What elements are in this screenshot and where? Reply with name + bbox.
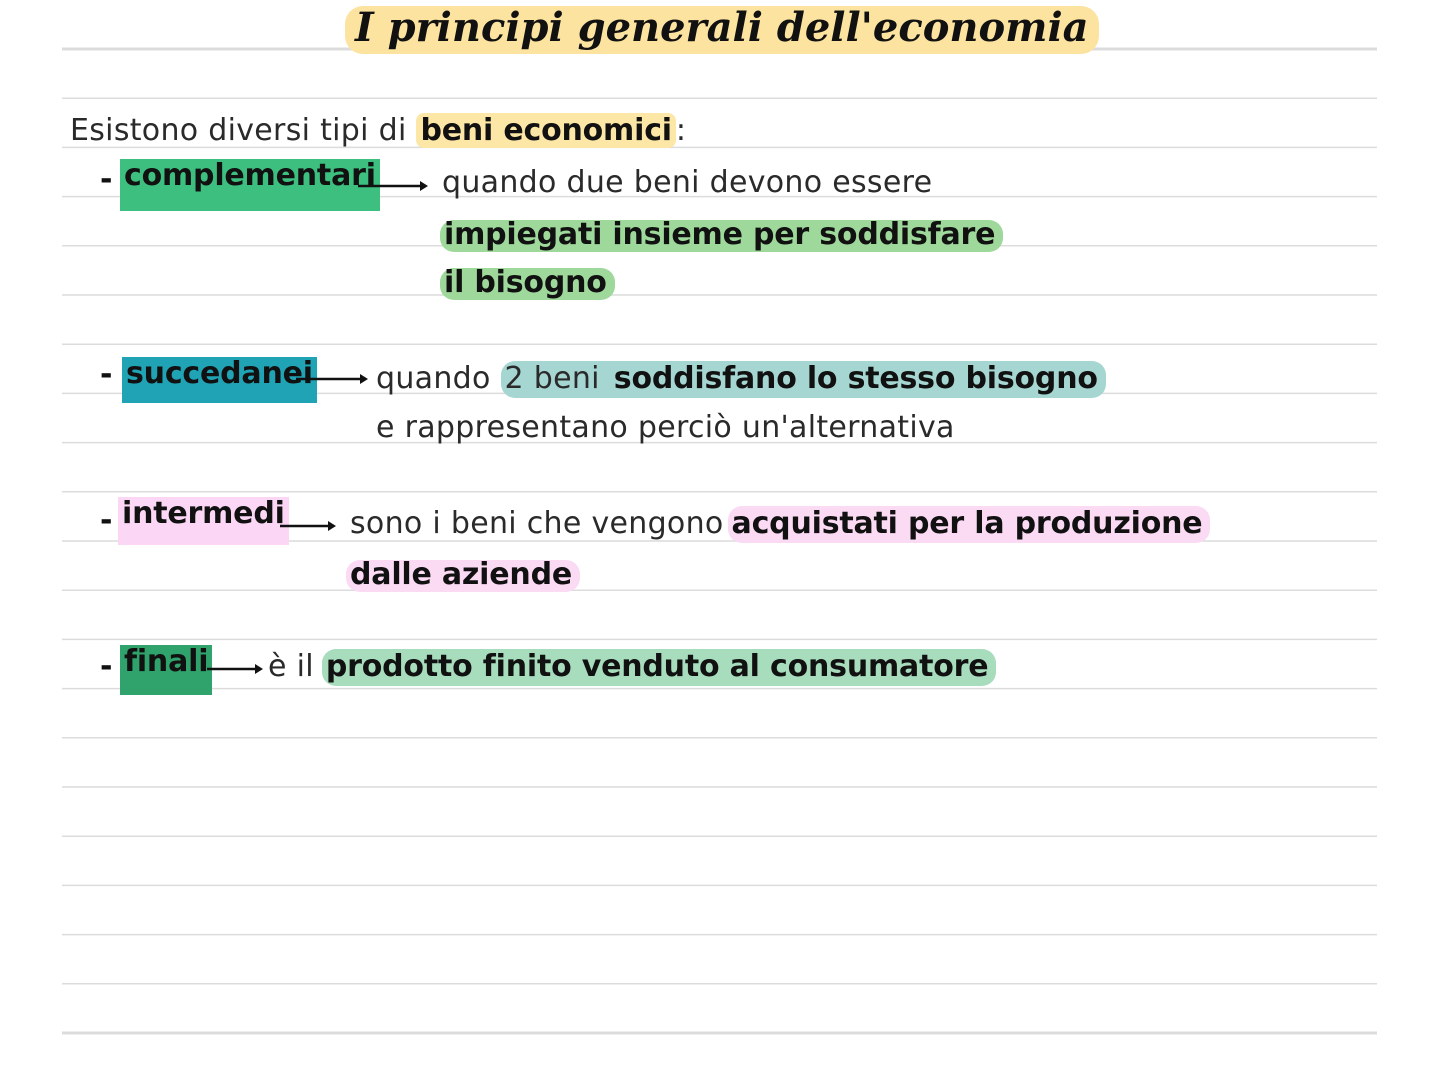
succedanei-line-1-highlight-b: soddisfano lo stesso bisogno [600, 361, 1106, 398]
complementari-line-1: quando due beni devono essere [442, 165, 933, 200]
label-complementari: complementari [120, 159, 380, 211]
intermedi-line-1-highlight: acquistati per la produzione [728, 506, 1211, 543]
label-finali: finali [120, 645, 212, 695]
finali-lead: è il [268, 649, 314, 684]
bullet-dash: - [100, 162, 113, 197]
arrow-icon [207, 659, 267, 679]
succedanei-line-2: e rappresentano perciò un'alternativa [376, 410, 955, 445]
intro-colon: : [675, 113, 687, 148]
finali-line [268, 649, 996, 684]
complementari-line-2: impiegati insieme per soddisfare [440, 220, 1003, 252]
bullet-dash: - [100, 649, 113, 684]
intro-lead: Esistono diversi tipi di [70, 113, 407, 148]
arrow-icon [296, 369, 370, 389]
label-succedanei: succedanei [122, 357, 317, 403]
intermedi-line-2: dalle aziende [346, 560, 580, 592]
arrow-icon [280, 516, 340, 536]
intro-highlight: beni economici [416, 113, 675, 148]
arrow-icon [358, 176, 430, 196]
succedanei-line-1 [376, 361, 1106, 396]
intermedi-line-1-lead: sono i beni che vengono [350, 506, 724, 541]
complementari-line-3: il bisogno [440, 268, 615, 300]
label-intermedi: intermedi [118, 497, 289, 545]
bullet-dash: - [100, 357, 113, 392]
intermedi-line-1 [350, 506, 1210, 541]
page-title: I principi generali dell'economia [345, 6, 1099, 54]
intro-text [70, 113, 687, 148]
succedanei-line-1-lead: quando [376, 361, 491, 396]
succedanei-line-1-highlight-a: 2 beni [501, 361, 600, 398]
bullet-dash: - [100, 503, 113, 538]
finali-highlight: prodotto finito venduto al consumatore [322, 649, 997, 686]
